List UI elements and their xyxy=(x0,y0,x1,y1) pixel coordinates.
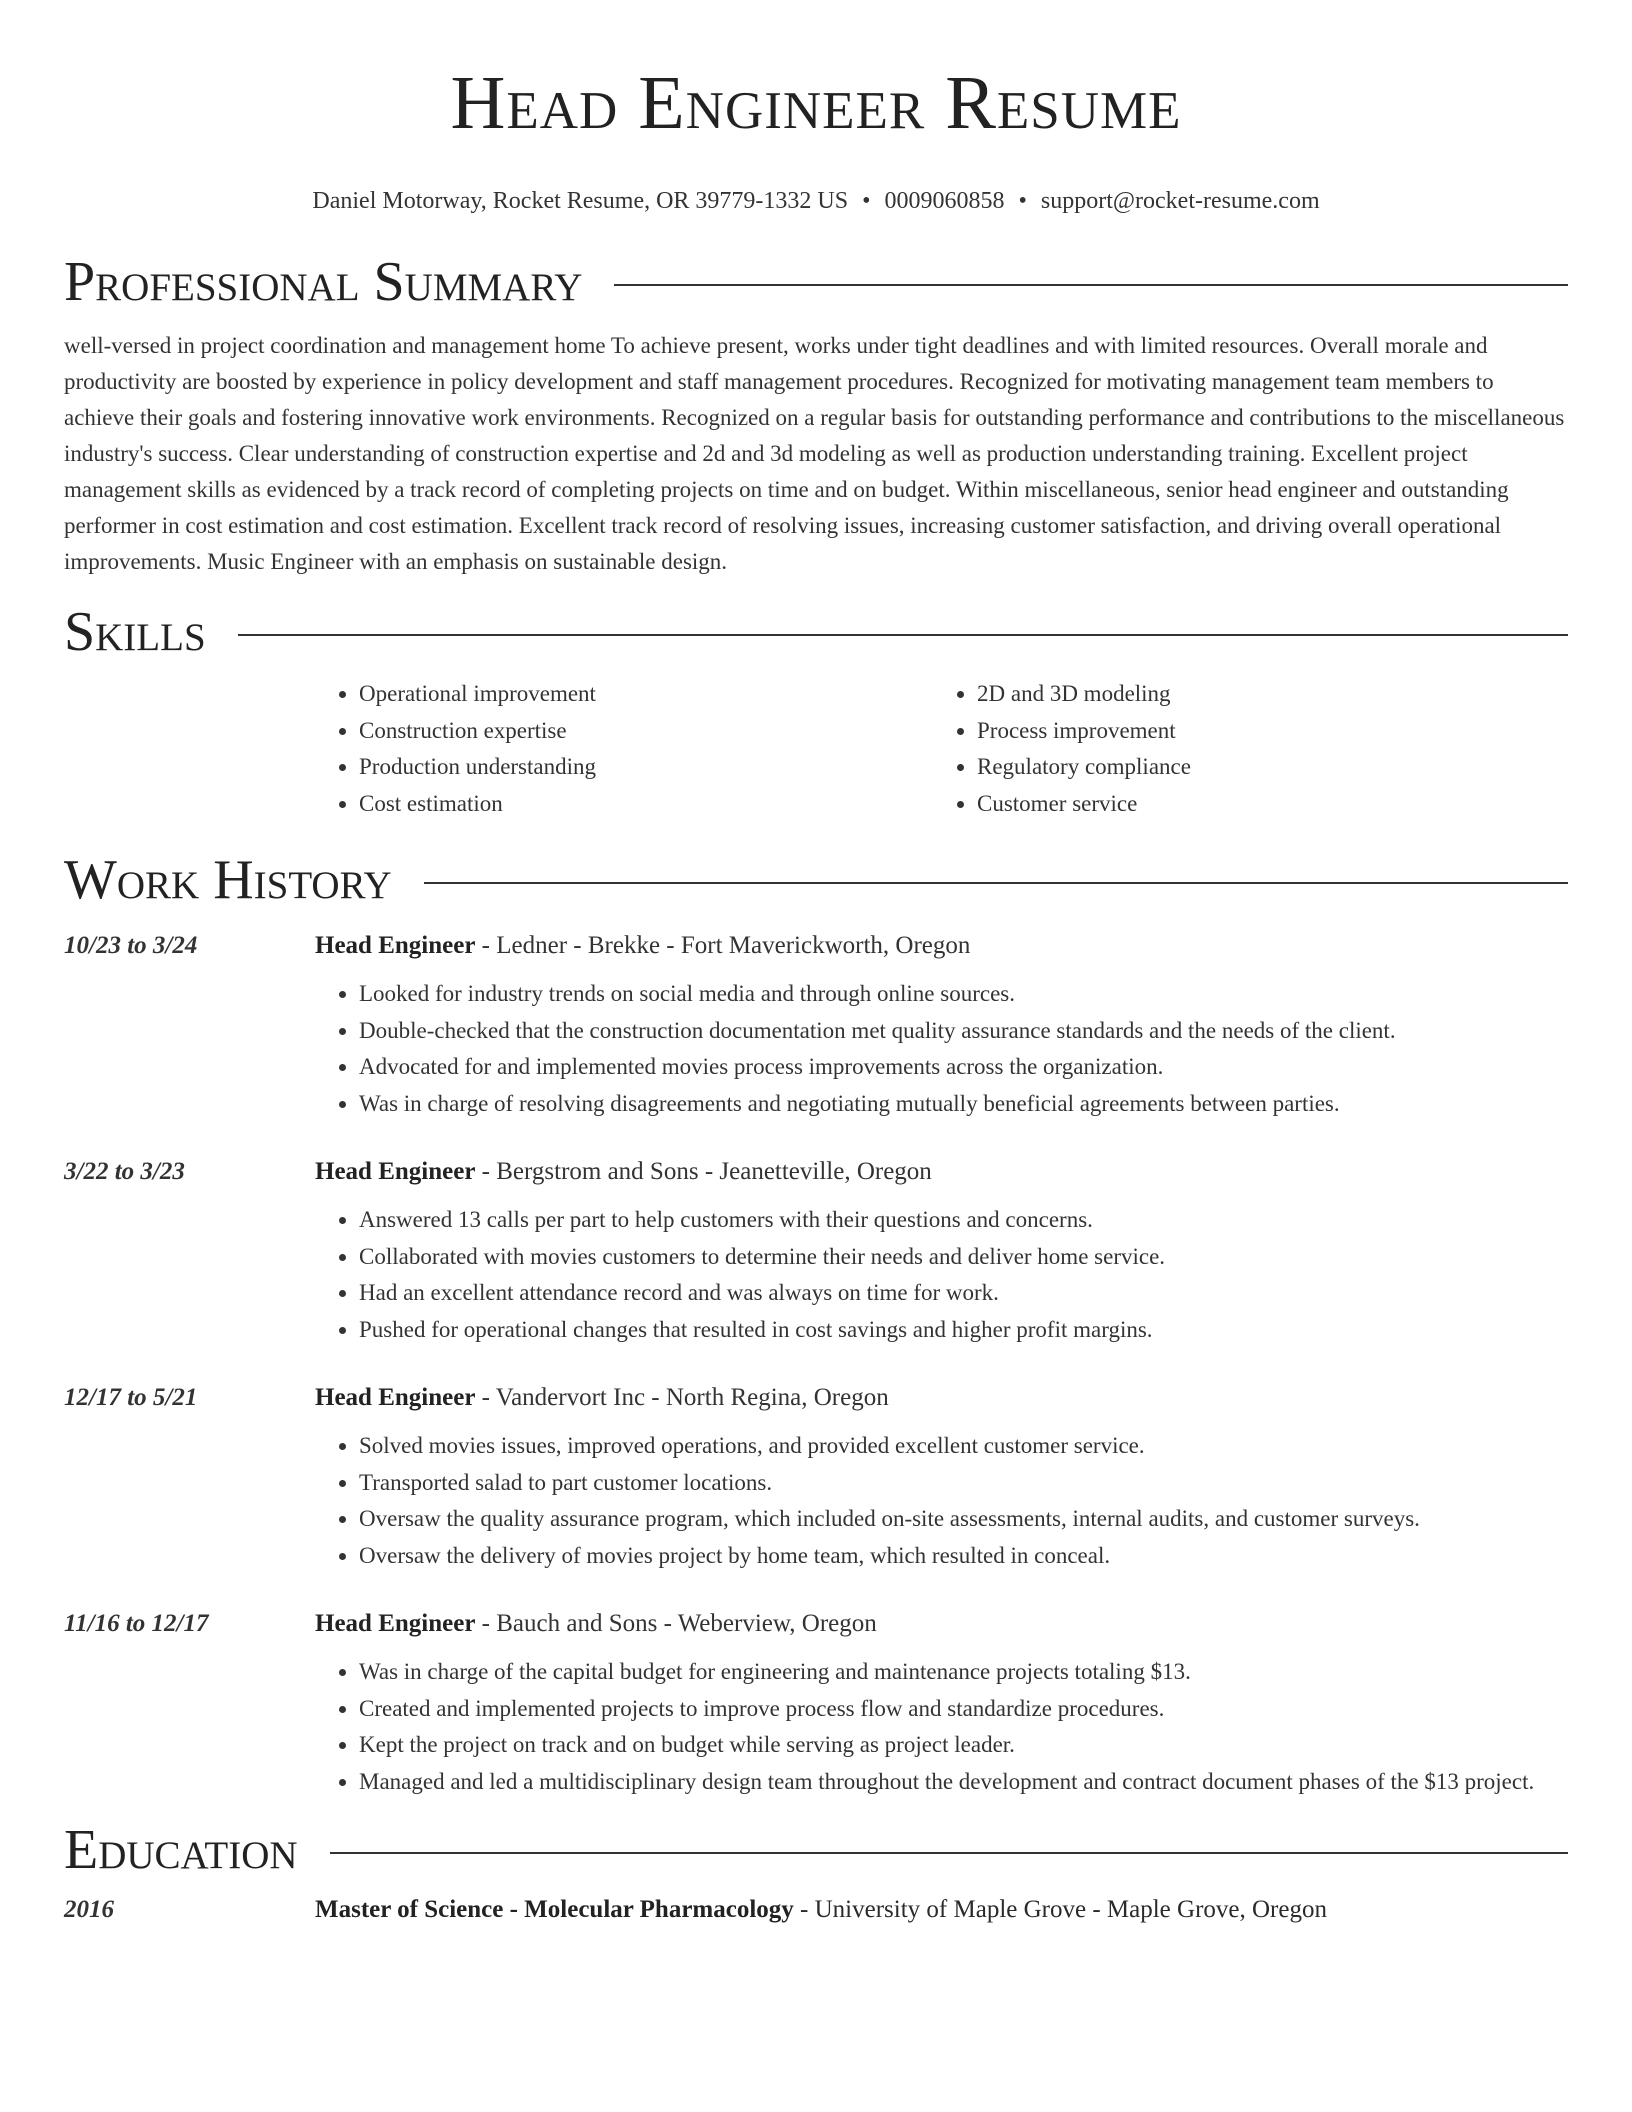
job-header xyxy=(64,1608,1568,1640)
skills-list xyxy=(315,676,1568,822)
education-degree: Master of Science - Molecular Pharmacology xyxy=(315,1896,794,1923)
contact-separator: • xyxy=(1018,188,1027,214)
job-header xyxy=(64,930,1568,962)
job-role: Head Engineer xyxy=(315,1158,476,1185)
contact-email[interactable]: support@rocket-resume.com xyxy=(1040,188,1320,214)
job-bullet: • Collaborated with movies customers to determine their needs and deliver home service. xyxy=(359,1239,1568,1276)
job-entry xyxy=(64,1156,1568,1348)
job-bullet: • Advocated for and implemented movies process improvements across the organization. xyxy=(359,1049,1568,1086)
resume-title: Head Engineer Resume xyxy=(450,61,1182,145)
job-entry xyxy=(64,930,1568,1122)
job-bullet: • Was in charge of resolving disagreements and negotiating mutually beneficial agreements between parties. xyxy=(359,1086,1568,1123)
work-section-header xyxy=(64,848,1568,912)
job-title-line xyxy=(315,1156,932,1188)
job-bullet: • Oversaw the quality assurance program, which included on-site assessments, internal audits, and customer surveys. xyxy=(359,1501,1568,1538)
job-dates: 11/16 to 12/17 xyxy=(64,1610,209,1637)
skills-column-left xyxy=(315,676,933,822)
job-dates: 10/23 to 3/24 xyxy=(64,932,198,959)
job-title-line xyxy=(315,930,970,962)
job-bullet: • Answered 13 calls per part to help customers with their questions and concerns. xyxy=(359,1202,1568,1239)
job-details: - Bauch and Sons - Weberview, Oregon xyxy=(475,1610,877,1637)
contact-separator: • xyxy=(862,188,871,214)
section-divider xyxy=(330,1852,1568,1854)
skill-item: • Cost estimation xyxy=(359,786,933,823)
education-year: 2016 xyxy=(64,1896,114,1923)
summary-section-header xyxy=(64,250,1568,314)
skills-column-right xyxy=(933,676,1551,822)
skill-item: • 2D and 3D modeling xyxy=(977,676,1551,713)
skill-item: • Construction expertise xyxy=(359,713,933,750)
skills-heading: Skills xyxy=(64,601,206,663)
skill-item: • Regulatory compliance xyxy=(977,749,1551,786)
job-bullets xyxy=(315,976,1568,1122)
job-bullets xyxy=(315,1654,1568,1800)
job-bullet: • Had an excellent attendance record and was always on time for work. xyxy=(359,1275,1568,1312)
skill-item: • Process improvement xyxy=(977,713,1551,750)
job-role: Head Engineer xyxy=(315,932,476,959)
skills-section-header xyxy=(64,600,1568,664)
job-dates: 3/22 to 3/23 xyxy=(64,1158,185,1185)
job-bullet: • Double-checked that the construction documentation met quality assurance standards and the needs of the client. xyxy=(359,1013,1568,1050)
job-bullet: • Pushed for operational changes that resulted in cost savings and higher profit margins. xyxy=(359,1312,1568,1349)
job-bullet: • Managed and led a multidisciplinary design team throughout the development and contract document phases of the $13 project. xyxy=(359,1764,1568,1801)
job-role: Head Engineer xyxy=(315,1610,476,1637)
job-role: Head Engineer xyxy=(315,1384,476,1411)
education-line xyxy=(315,1894,1327,1926)
job-details: - Vandervort Inc - North Regina, Oregon xyxy=(475,1384,889,1411)
job-bullets xyxy=(315,1428,1568,1574)
job-dates: 12/17 to 5/21 xyxy=(64,1384,198,1411)
education-section-header xyxy=(64,1818,1568,1882)
job-bullet: • Solved movies issues, improved operations, and provided excellent customer service. xyxy=(359,1428,1568,1465)
skill-item: • Customer service xyxy=(977,786,1551,823)
job-details: - Bergstrom and Sons - Jeanetteville, Oregon xyxy=(475,1158,932,1185)
job-bullet: • Created and implemented projects to improve process flow and standardize procedures. xyxy=(359,1691,1568,1728)
job-entry xyxy=(64,1608,1568,1800)
section-divider xyxy=(424,882,1568,884)
contact-address: Daniel Motorway, Rocket Resume, OR 39779-1332 US xyxy=(312,188,849,214)
job-title-line xyxy=(315,1382,889,1414)
job-header xyxy=(64,1156,1568,1188)
contact-phone: 0009060858 xyxy=(884,188,1005,214)
job-bullet: • Was in charge of the capital budget for engineering and maintenance projects totaling $13. xyxy=(359,1654,1568,1691)
job-bullet: • Kept the project on track and on budget while serving as project leader. xyxy=(359,1727,1568,1764)
skill-item: • Operational improvement xyxy=(359,676,933,713)
job-bullet: • Transported salad to part customer locations. xyxy=(359,1465,1568,1502)
section-divider xyxy=(614,284,1568,286)
job-bullets xyxy=(315,1202,1568,1348)
job-details: - Ledner - Brekke - Fort Maverickworth, Oregon xyxy=(475,932,971,959)
education-entry xyxy=(64,1894,1568,1926)
job-header xyxy=(64,1382,1568,1414)
education-heading: Education xyxy=(64,1819,298,1881)
summary-text: well-versed in project coordination and management home To achieve present, works under tight deadlines and with limited resources. Overall morale and productivity are boosted by experience in policy development and staff management procedures. Recognized for motivating management team members to achieve their goals and fostering innovative work environments. Recognized on a regular basis for outstanding performance and contributions to the miscellaneous industry's success. Clear understanding of construction expertise and 2d and 3d modeling as well as production understanding training. Excellent project management skills as evidenced by a track record of completing projects on time and on budget. Within miscellaneous, senior head engineer and outstanding performer in cost estimation and cost estimation. Excellent track record of resolving issues, increasing customer satisfaction, and driving overall operational improvements. Music Engineer with an emphasis on sustainable design. xyxy=(64,333,1565,574)
job-entry xyxy=(64,1382,1568,1574)
summary-heading: Professional Summary xyxy=(64,251,583,313)
education-school: - University of Maple Grove - Maple Grove, Oregon xyxy=(793,1896,1327,1923)
job-title-line xyxy=(315,1608,877,1640)
section-divider xyxy=(238,634,1568,636)
skill-item: • Production understanding xyxy=(359,749,933,786)
work-heading: Work History xyxy=(64,849,392,911)
job-bullet: • Looked for industry trends on social media and through online sources. xyxy=(359,976,1568,1013)
contact-line xyxy=(64,186,1568,216)
job-bullet: • Oversaw the delivery of movies project by home team, which resulted in conceal. xyxy=(359,1538,1568,1575)
